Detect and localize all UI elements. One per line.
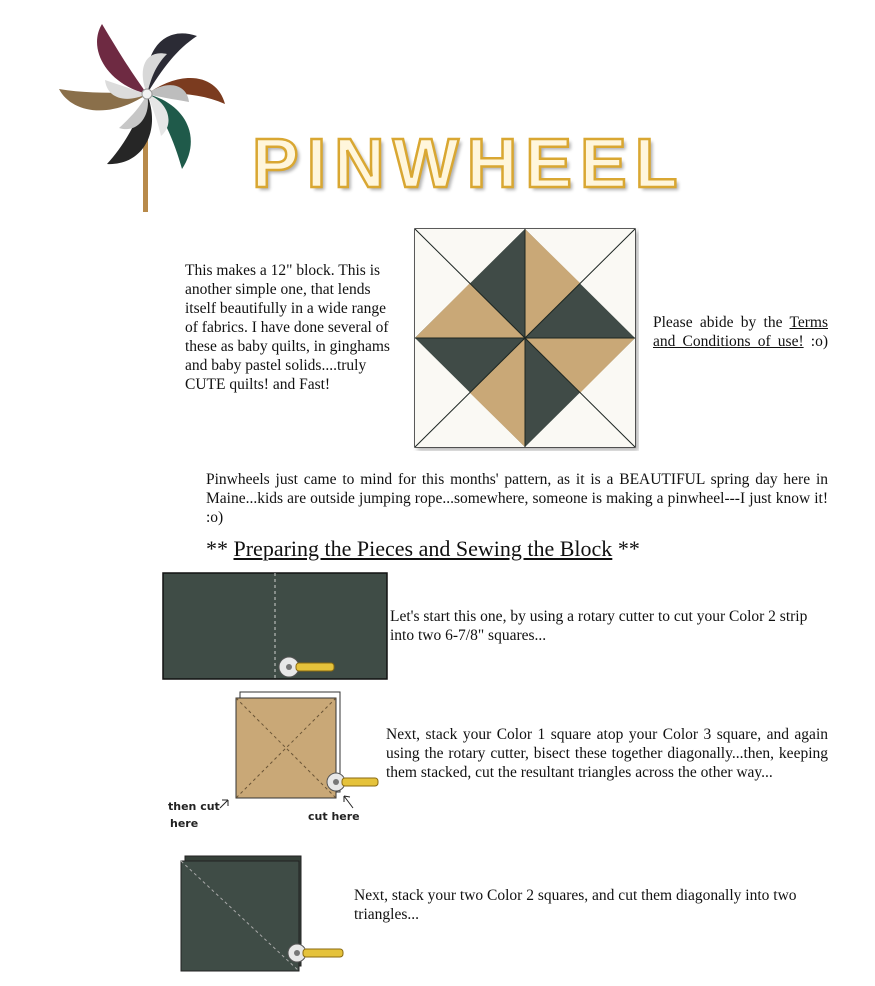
- step1-text: Let's start this one, by using a rotary cutter to cut your Color 2 strip into two 6-7/8" squares...: [390, 608, 808, 644]
- step2-image: [168, 690, 383, 840]
- cut-here-label: cut here: [308, 810, 360, 823]
- story-paragraph: Pinwheels just came to mind for this months' pattern, as it is a BEAUTIFUL spring day here in Maine...kids are outside jumping rope...somewhere, someone is making a pinwheel---I just know it! :o): [206, 471, 828, 526]
- pinwheel-logo-image: [55, 12, 245, 212]
- terms-link[interactable]: Terms and Conditions of use!: [653, 314, 828, 350]
- then-cut-here-label: here: [170, 817, 199, 830]
- heading-title: Preparing the Pieces and Sewing the Block: [233, 536, 613, 561]
- section-heading: [206, 535, 640, 563]
- heading-stars-right: **: [617, 536, 640, 561]
- step3-text: Next, stack your two Color 2 squares, and cut them diagonally into two triangles...: [354, 887, 797, 923]
- step3-image: [180, 855, 348, 973]
- rotary-cutter-icon: [327, 773, 378, 791]
- page-title: PINWHEEL: [252, 124, 686, 202]
- step2-text: Next, stack your Color 1 square atop your Color 3 square, and again using the rotary cutter, bisect these together diagonally...then, keeping them stacked, cut the resultant triangles across the other way...: [386, 726, 828, 781]
- terms-prefix: Please abide by the: [653, 314, 783, 331]
- terms-paragraph: [653, 313, 828, 351]
- then-cut-label: then cut: [168, 800, 220, 813]
- terms-suffix: :o): [810, 333, 828, 350]
- step1-strip-image: [162, 572, 388, 680]
- rotary-cutter-icon: [288, 944, 343, 962]
- intro-paragraph: This makes a 12" block. This is another simple one, that lends itself beautifully in a wide range of fabrics. I have done several of these as baby quilts, in ginghams and baby pastel solids....truly CUTE quilts! and Fast!: [185, 262, 390, 393]
- heading-stars-left: **: [206, 536, 228, 561]
- pinwheel-block-image: [413, 227, 639, 451]
